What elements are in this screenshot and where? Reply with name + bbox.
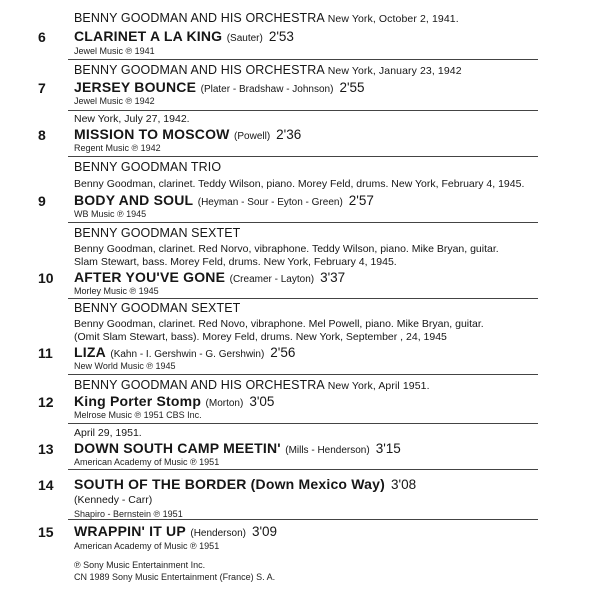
track-title: LIZA [74, 344, 106, 360]
track-duration: 3'09 [251, 524, 278, 539]
track-title-line [74, 440, 401, 458]
artist-name: BENNY GOODMAN AND HIS ORCHESTRA [74, 11, 325, 25]
track-personnel: Slam Stewart, bass. Morey Feld, drums. New York, February 4, 1945. [74, 256, 397, 268]
track-artist: BENNY GOODMAN TRIO [74, 160, 222, 174]
track-personnel: (Omit Slam Stewart, bass). Morey Feld, drums. New York, September , 24, 1945 [74, 331, 447, 343]
track-number: 15 [38, 524, 54, 540]
track-title: CLARINET A LA KING [74, 28, 223, 44]
track-duration: 2'36 [276, 127, 302, 142]
track-title: AFTER YOU'VE GONE [74, 269, 226, 285]
divider [68, 59, 538, 60]
track-title: MISSION TO MOSCOW [74, 126, 230, 142]
track-number: 10 [38, 270, 54, 286]
track-composer: (Creamer - Layton) [229, 274, 315, 285]
copyright-footer [74, 559, 275, 583]
track-publisher: Morley Music ℗ 1945 [74, 286, 159, 296]
divider [68, 156, 538, 157]
track-publisher: Melrose Music ℗ 1951 CBS Inc. [74, 410, 202, 420]
divider [68, 110, 538, 111]
track-publisher: American Academy of Music ℗ 1951 [74, 541, 220, 551]
divider [68, 374, 538, 375]
track-duration: 2'53 [268, 29, 294, 44]
track-artist [74, 11, 459, 25]
track-number: 14 [38, 477, 54, 493]
recording-date: New York, July 27, 1942. [74, 113, 190, 125]
track-title: WRAPPIN' IT UP [74, 523, 186, 539]
track-title-line [74, 344, 295, 362]
track-composer: (Heyman - Sour - Eyton - Green) [197, 197, 343, 208]
track-artist: BENNY GOODMAN SEXTET [74, 301, 241, 315]
track-title-line [74, 126, 301, 144]
copyright-line: CN 1989 Sony Music Entertainment (France) S. A. [74, 572, 276, 582]
copyright-line: ℗ Sony Music Entertainment Inc. [74, 560, 206, 570]
track-title-line [74, 393, 274, 411]
track-artist [74, 63, 462, 77]
track-number: 13 [38, 441, 54, 457]
divider [68, 469, 538, 470]
track-title-line [74, 79, 365, 97]
track-title-line [74, 192, 374, 210]
track-composer: (Kahn - I. Gershwin - G. Gershwin) [110, 349, 265, 360]
track-publisher: Jewel Music ℗ 1942 [74, 96, 155, 106]
track-title: BODY AND SOUL [74, 192, 194, 208]
track-publisher: American Academy of Music ℗ 1951 [74, 457, 220, 467]
track-publisher: New World Music ℗ 1945 [74, 361, 176, 371]
track-composer: (Henderson) [190, 528, 246, 539]
track-number: 9 [38, 193, 46, 209]
track-duration: 2'56 [270, 345, 296, 360]
track-title: SOUTH OF THE BORDER (Down Mexico Way) [74, 476, 386, 492]
track-duration: 3'37 [320, 270, 346, 285]
recording-date: April 29, 1951. [74, 427, 142, 439]
track-composer: (Plater - Bradshaw - Johnson) [200, 84, 334, 95]
track-personnel: Benny Goodman, clarinet. Teddy Wilson, piano. Morey Feld, drums. New York, February 4, 1945. [74, 178, 525, 190]
track-title-line [74, 28, 294, 46]
track-number: 12 [38, 394, 54, 410]
track-title: King Porter Stomp [74, 393, 202, 409]
track-composer: (Sauter) [226, 33, 263, 44]
track-title-line [74, 476, 416, 494]
track-publisher: WB Music ℗ 1945 [74, 209, 147, 219]
artist-name: BENNY GOODMAN AND HIS ORCHESTRA [74, 63, 325, 77]
track-personnel: Benny Goodman, clarinet. Red Novo, vibraphone. Mel Powell, piano. Mike Bryan, guitar. [74, 318, 484, 330]
track-artist [74, 378, 430, 392]
track-personnel: Benny Goodman, clarinet. Red Norvo, vibraphone. Teddy Wilson, piano. Mike Bryan, guitar. [74, 243, 499, 255]
track-publisher: Regent Music ℗ 1942 [74, 143, 161, 153]
track-artist: BENNY GOODMAN SEXTET [74, 226, 241, 240]
divider [68, 222, 538, 223]
divider [68, 519, 538, 520]
divider [68, 298, 538, 299]
track-title-line [74, 269, 345, 287]
track-title: JERSEY BOUNCE [74, 79, 197, 95]
recording-place-date: New York, January 23, 1942 [327, 65, 462, 77]
track-duration: 3'08 [391, 477, 417, 492]
divider [68, 423, 538, 424]
track-composer: (Mills - Henderson) [285, 445, 370, 456]
recording-place-date: New York, October 2, 1941. [327, 13, 459, 25]
track-number: 8 [38, 127, 46, 143]
track-title: DOWN SOUTH CAMP MEETIN' [74, 440, 281, 456]
track-composer: (Morton) [205, 398, 244, 409]
artist-name: BENNY GOODMAN AND HIS ORCHESTRA [74, 378, 325, 392]
track-number: 6 [38, 29, 46, 45]
track-composer: (Powell) [234, 131, 271, 142]
track-duration: 2'55 [339, 80, 365, 95]
track-duration: 3'15 [375, 441, 401, 456]
track-number: 7 [38, 80, 46, 96]
track-composer: (Kennedy - Carr) [74, 494, 153, 506]
recording-place-date: New York, April 1951. [327, 380, 430, 392]
track-duration: 3'05 [249, 394, 275, 409]
track-publisher: Jewel Music ℗ 1941 [74, 46, 155, 56]
track-publisher: Shapiro - Bernstein ℗ 1951 [74, 509, 183, 519]
track-number: 11 [38, 345, 53, 361]
track-duration: 2'57 [348, 193, 374, 208]
track-title-line [74, 523, 277, 541]
